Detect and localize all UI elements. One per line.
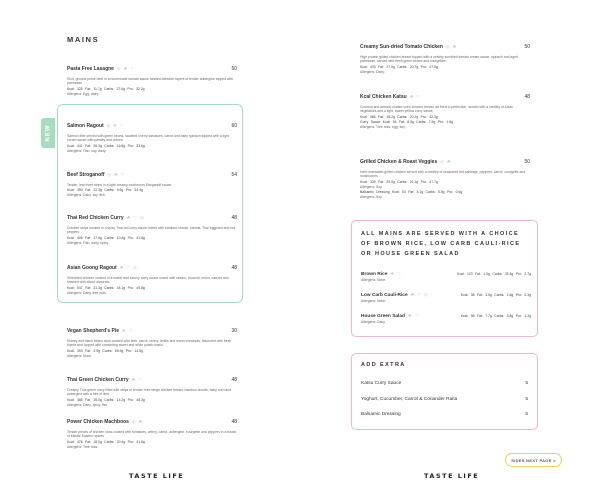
item-name: Thai Red Chicken Curry [67, 215, 124, 221]
brand-logo-left: TASTE LIFE [129, 472, 185, 480]
side-option [361, 271, 531, 282]
item-nutrition: Kcal: 485 Fat: 26.0g Carbs: 14.2g Pro: 48.3g [67, 397, 145, 402]
item-name: Asian Goong Ragout [67, 265, 117, 271]
new-tab-label: NEW [45, 124, 51, 142]
item-description: Salmon fillet served with green beans, sautéed cherry tomatoes, carrot and baby spinach topped with a light cream sauce with parsley and chives. [67, 134, 229, 143]
side-allergens: Allergens: None. [361, 278, 387, 282]
item-allergens: Allergens: Soy. [360, 194, 383, 199]
item-allergens: Allergens: Dairy, spicy, fish. [67, 402, 109, 407]
side-name: Brown Rice [361, 272, 388, 277]
menu-item [67, 368, 237, 407]
item-price: 54 [231, 172, 237, 178]
item-nutrition: Kcal: 433 Fat: 27.0g Carbs: 20.7g Pro: 47.5g [360, 64, 438, 69]
item-allergens: Allergens: Tree nuts, egg, soy. [360, 124, 406, 129]
item-price: 60 [231, 123, 237, 129]
item-name: Grilled Chicken & Roast Veggies [360, 159, 438, 165]
diet-icons: ◎ ☘ ♡ [107, 172, 126, 177]
item-allergens: Allergens: Dairy, tree nuts. [67, 290, 107, 295]
side-option [361, 292, 531, 303]
section-title: MAINS [67, 35, 100, 44]
menu-item [360, 85, 530, 129]
item-nutrition: Kcal: 325 Fat: 11.7g Carbs: 27.6g Pro: 32.2g [67, 86, 145, 91]
item-name: Vegan Shepherd's Pie [67, 328, 120, 334]
item-price: 50 [524, 44, 530, 50]
item-nutrition: Kcal: 393 Fat: 4.9g Carbs: 69.9g Pro: 14.5g [67, 348, 143, 353]
side-nutrition: Kcal: 98 Fat: 7.7g Carbs: 3.8g Pro: 1.2g [460, 314, 531, 318]
extra-item [361, 412, 528, 417]
side-option [361, 313, 531, 324]
item-description: Coconut and almond coated oven chicken breast, air fried to perfection, served with a medley of Asian vegetables and a light, sweet yellow curry sauce. [360, 105, 514, 114]
diet-icons: ◎ ☘ [131, 419, 144, 424]
item-description: Kidney and black beans slow-cooked with leek, carrot, celery, lentils and warm chestnuts, flavoured with fresh thyme and topped with comforting sweet and white potato mash. [67, 339, 232, 348]
item-allergens: Allergens: Tree nuts. [67, 444, 99, 449]
item-description: Herb marinated grilled chicken served with a medley of seasoned red cabbage, peppers, carrot, courgette and mushrooms. [360, 170, 526, 179]
side-name: House Green Salad [361, 314, 405, 319]
item-allergens: Allergens: Egg, dairy. [67, 91, 99, 96]
extra-name: Katsu Curry Sauce [361, 381, 402, 386]
side-nutrition: Kcal: 38 Fat: 3.5g Carbs: 1.8g Pro: 2.3g [460, 293, 531, 297]
item-price: 30 [231, 328, 237, 334]
diet-icons: ☘ ♡ [409, 94, 421, 99]
item-price: 48 [231, 377, 237, 383]
item-name: Creamy Sun-dried Tomato Chicken [360, 44, 443, 50]
diet-icons: ◎ ☘ [445, 44, 458, 49]
diet-icons: ◎ ☘ [440, 159, 452, 164]
side-allergens: Allergens: None. [361, 299, 387, 303]
item-allergens: Allergens: Fish, dairy, spicy. [67, 240, 109, 245]
item-description: Tender, lean beef strips in a light creamy mushroom Stroganoff sauce. [67, 183, 173, 187]
item-allergens: Allergens: Soy. [360, 184, 383, 189]
item-description: Tender pieces of chicken slow-cooked with tomatoes, celery, carrot, aubergine, courgette and peppers in a fusion of Middle Eastern spices. [67, 430, 237, 439]
menu-item [67, 57, 237, 96]
menu-item [67, 163, 237, 197]
extra-item [361, 381, 528, 386]
brand-logo-right: TASTE LIFE [424, 472, 480, 480]
item-allergens: Allergens: Fish, soy, dairy. [67, 148, 107, 153]
side-name: Low Carb Cauli-Rice [361, 293, 408, 298]
item-price: 48 [231, 215, 237, 221]
menu-item [360, 35, 530, 74]
item-name: Salmon Ragout [67, 123, 104, 129]
item-name: Pasta Free Lasagne [67, 66, 114, 72]
item-name: Kcal Chicken Katsu [360, 94, 407, 100]
extra-price: 5 [525, 397, 528, 402]
diet-icons: ☘ ♡ [122, 328, 134, 333]
menu-item [67, 319, 237, 358]
item-allergens: Allergens: Dairy, soy, fish. [67, 193, 106, 198]
item-allergens: Allergens: Dairy. [360, 69, 385, 74]
item-nutrition: Kcal: 441 Fat: 26.3g Carbs: 16.8g Pro: 33.6g [67, 143, 145, 148]
add-extra-title: ADD EXTRA [361, 362, 406, 368]
item-description: Chicken strips cooked in a spicy Thai red curry sauce mixed with bamboo shoots, carrots, Thai eggplant and red peppers. [67, 226, 236, 235]
side-allergens: Allergens: Dairy. [361, 320, 386, 324]
diet-icons: ☘ ♡ ◎ [410, 292, 429, 297]
diet-icons: ☘ ♡ [131, 377, 143, 382]
sides-next-page-button[interactable]: SIDES NEXT PAGE > [505, 453, 562, 467]
item-description: Creamy Thai green curry filled with strips of tender, free range chicken breast, bamboo shoots, baby corn and aubergine with a hint of lime. [67, 388, 232, 397]
item-description: Rich, ground prime beef in a homemade tomato sauce nestled between layers of tender aubergine topped with parmesan. [67, 77, 234, 86]
extra-name: Yoghurt, Cucumber, Carrot & Coriander Raita [361, 397, 458, 402]
menu-item [360, 150, 530, 199]
item-name: Power Chicken Machboos [67, 419, 129, 425]
item-nutrition: Kcal: 476 Fat: 18.0g Carbs: 20.4g Pro: 41.8g [67, 439, 145, 444]
menu-item [67, 410, 237, 449]
diet-icons: ◎ ☘ ♡ [106, 123, 125, 128]
diet-icons: ☘ ♡ ◎ [119, 265, 138, 270]
diet-icons: ◎ ☘ ♡ [116, 66, 135, 71]
menu-item [67, 114, 237, 153]
item-price: 48 [231, 265, 237, 271]
diet-icons: ☘ ♡ [408, 313, 420, 318]
item-price: 50 [524, 159, 530, 165]
item-price: 48 [524, 94, 530, 100]
item-price: 50 [231, 66, 237, 72]
extra-item [361, 397, 528, 402]
choice-title: ALL MAINS ARE SERVED WITH A CHOICE OF BROWN RICE, LOW CARB CAULI-RICE OR HOUSE GREEN SALAD [361, 231, 521, 257]
menu-item [67, 256, 237, 295]
item-price: 48 [231, 419, 237, 425]
item-nutrition: Kcal: 486 Fat: 18.2g Carbs: 20.2g Pro: 42.3g [360, 114, 438, 119]
item-name: Thai Green Chicken Curry [67, 377, 129, 383]
item-nutrition: Kcal: 390 Fat: 22.3g Carbs: 9.6g Pro: 34.4g [67, 188, 143, 193]
extra-price: 5 [525, 381, 528, 386]
diet-icons: ☘ ♡ [390, 271, 402, 276]
item-sauce-nutrition: Curry Sauce Kcal: 54 Fat: 8.5g Carbs: 7.5g Pro: 1.6g [360, 119, 454, 124]
item-name: Beef Stroganoff [67, 172, 105, 178]
item-nutrition: Kcal: 408 Fat: 27.6g Carbs: 10.4g Pro: 41.8g [67, 235, 145, 240]
extra-price: 5 [525, 412, 528, 417]
extra-name: Balsamic Dressing [361, 412, 401, 417]
item-description: High protein grilled chicken breast topped with a velvety sundried tomato cream sauce, spinach and aged parmesan, served with fresh green beans and courgettes. [360, 55, 518, 64]
diet-icons: ☘ ♡ ◎ [126, 215, 145, 220]
item-description: Shredded chicken cooked in a sweet and savory curry sauce mixed with raisins, broccoli, onion, carrots and finished with sliced almonds. [67, 276, 229, 285]
item-nutrition: Kcal: 339 Fat: 20.0g Carbs: 21.1g Pro: 47.7g [360, 179, 438, 184]
menu-item [67, 206, 237, 245]
item-allergens: Allergens: None. [67, 353, 93, 358]
item-nutrition: Kcal: 547 Fat: 21.3g Carbs: 44.1g Pro: 49.8g [67, 285, 145, 290]
item-dressing-nutrition: Balsamic Dressing Kcal: 53 Fat: 3.1g Carbs: 5.5g Pro: 0.6g [360, 189, 463, 194]
side-nutrition: Kcal: 123 Fat: 1.0g Carbs: 25.4g Pro: 2.7g [456, 272, 531, 276]
new-tab [41, 118, 55, 148]
